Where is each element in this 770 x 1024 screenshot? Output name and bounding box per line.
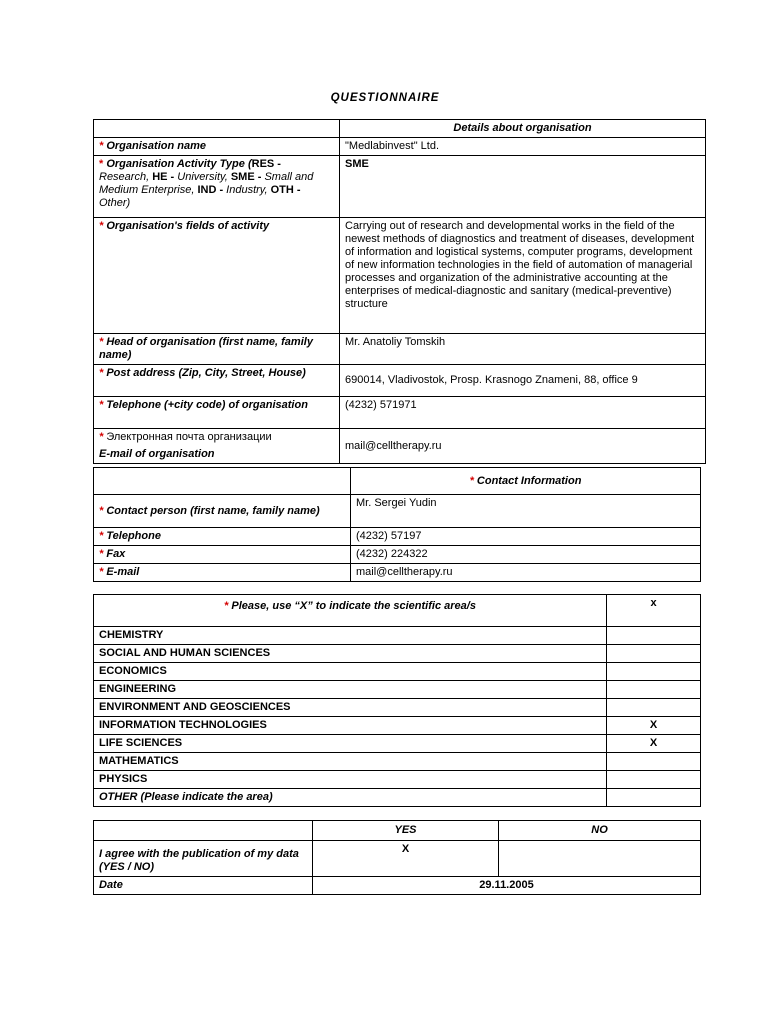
- empty-header-cell: [94, 120, 340, 138]
- empty-header-cell: [94, 468, 351, 495]
- organisation-telephone-label: * Telephone (+city code) of organisation: [94, 397, 340, 429]
- head-of-organisation-value[interactable]: Mr. Anatoliy Tomskih: [340, 334, 706, 365]
- contact-person-value[interactable]: Mr. Sergei Yudin: [351, 495, 701, 528]
- contact-table: [93, 467, 701, 582]
- publication-table: [93, 820, 701, 895]
- area-name: PHYSICS: [94, 771, 607, 789]
- area-mark[interactable]: [607, 771, 701, 789]
- area-name: ECONOMICS: [94, 663, 607, 681]
- organisation-type-value[interactable]: SME: [340, 156, 706, 218]
- area-row: [94, 735, 701, 753]
- no-header: NO: [499, 821, 701, 841]
- area-mark[interactable]: X: [607, 717, 701, 735]
- publication-agree-label: I agree with the publication of my data (YES / NO): [94, 841, 313, 877]
- head-of-organisation-label: * Head of organisation (first name, family name): [94, 334, 340, 365]
- areas-header-mark: x: [607, 595, 701, 627]
- area-mark[interactable]: [607, 627, 701, 645]
- page-title: QUESTIONNAIRE: [330, 92, 440, 104]
- organisation-name-label: * Organisation name: [94, 138, 340, 156]
- area-name: SOCIAL AND HUMAN SCIENCES: [94, 645, 607, 663]
- contact-fax-value[interactable]: (4232) 224322: [351, 546, 701, 564]
- contact-telephone-label: * Telephone: [94, 528, 351, 546]
- publication-yes-mark[interactable]: X: [313, 841, 499, 877]
- area-row: [94, 753, 701, 771]
- area-name: ENVIRONMENT AND GEOSCIENCES: [94, 699, 607, 717]
- organisation-header: Details about organisation: [340, 120, 706, 138]
- contact-email-value[interactable]: mail@celltherapy.ru: [351, 564, 701, 582]
- date-value[interactable]: 29.11.2005: [313, 877, 701, 895]
- organisation-fields-label: * Organisation's fields of activity: [94, 218, 340, 334]
- area-row: [94, 717, 701, 735]
- area-mark[interactable]: [607, 681, 701, 699]
- area-other-mark[interactable]: [607, 789, 701, 807]
- area-mark[interactable]: [607, 699, 701, 717]
- scientific-areas-table: [93, 594, 701, 807]
- area-row: [94, 771, 701, 789]
- organisation-telephone-value[interactable]: (4232) 571971: [340, 397, 706, 429]
- contact-person-label: * Contact person (first name, family name): [94, 495, 351, 528]
- area-name: MATHEMATICS: [94, 753, 607, 771]
- area-mark[interactable]: [607, 753, 701, 771]
- area-name: CHEMISTRY: [94, 627, 607, 645]
- area-mark[interactable]: X: [607, 735, 701, 753]
- date-label: Date: [94, 877, 313, 895]
- organisation-type-label: * Organisation Activity Type (RES - Research, HE - University, SME - Small and Medium Enterprise, IND - Industry, OTH - Other): [94, 156, 340, 218]
- contact-telephone-value[interactable]: (4232) 57197: [351, 528, 701, 546]
- yes-header: YES: [313, 821, 499, 841]
- area-name: ENGINEERING: [94, 681, 607, 699]
- organisation-fields-value[interactable]: Carrying out of research and developmental works in the field of the newest methods of diagnostics and treatment of diseases, development of information and logistical systems, computer programs, development of new information technologies in the field of automation of managerial processes and organization of the administrative accounting at the enterprises of medical-diagnostic and sanitary (medical-preventive) structure: [340, 218, 706, 334]
- area-row: [94, 681, 701, 699]
- organisation-email-value[interactable]: mail@celltherapy.ru: [340, 429, 706, 464]
- areas-header: * Please, use “X” to indicate the scientific area/s: [94, 595, 607, 627]
- post-address-label: * Post address (Zip, City, Street, House): [94, 365, 340, 397]
- area-other-label: OTHER (Please indicate the area): [94, 789, 607, 807]
- area-name: LIFE SCIENCES: [94, 735, 607, 753]
- organisation-table: [93, 119, 706, 464]
- area-row: [94, 627, 701, 645]
- area-row: [94, 663, 701, 681]
- area-row: [94, 699, 701, 717]
- organisation-name-value[interactable]: "Medlabinvest" Ltd.: [340, 138, 706, 156]
- area-mark[interactable]: [607, 663, 701, 681]
- post-address-value[interactable]: 690014, Vladivostok, Prosp. Krasnogo Znameni, 88, office 9: [340, 365, 706, 397]
- contact-header: * Contact Information: [351, 468, 701, 495]
- organisation-email-label: * Электронная почта организации E-mail of organisation: [94, 429, 340, 464]
- area-mark[interactable]: [607, 645, 701, 663]
- publication-no-mark[interactable]: [499, 841, 701, 877]
- area-name: INFORMATION TECHNOLOGIES: [94, 717, 607, 735]
- contact-fax-label: * Fax: [94, 546, 351, 564]
- empty-header-cell: [94, 821, 313, 841]
- contact-email-label: * E-mail: [94, 564, 351, 582]
- area-row: [94, 645, 701, 663]
